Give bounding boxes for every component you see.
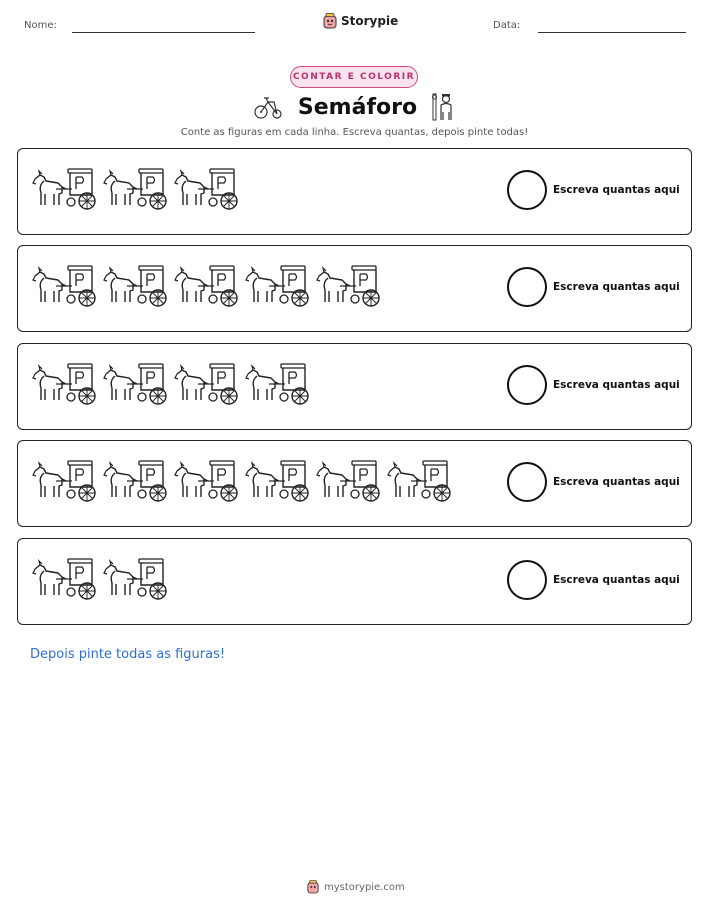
storypie-mascot-icon <box>307 880 319 894</box>
horse-carriage-icon <box>174 264 239 308</box>
name-field[interactable] <box>72 32 255 33</box>
figures-row-4 <box>32 459 452 503</box>
name-label: Nome: <box>24 20 57 31</box>
horse-carriage-icon <box>103 557 168 601</box>
horse-carriage-icon <box>245 459 310 503</box>
answer-area <box>507 365 680 405</box>
figures-row-1 <box>32 167 239 211</box>
brand-logo <box>323 13 398 29</box>
horse-carriage-icon <box>387 459 452 503</box>
count-row-5 <box>17 538 692 625</box>
answer-label: Escreva quantas aqui <box>553 379 680 391</box>
figures-row-3 <box>32 362 310 406</box>
answer-label: Escreva quantas aqui <box>553 574 680 586</box>
police-officer-icon <box>431 92 455 122</box>
answer-label: Escreva quantas aqui <box>553 476 680 488</box>
footer-note: Depois pinte todas as figuras! <box>30 647 226 662</box>
answer-label: Escreva quantas aqui <box>553 184 680 196</box>
answer-circle[interactable] <box>507 560 547 600</box>
horse-carriage-icon <box>174 167 239 211</box>
answer-area <box>507 462 680 502</box>
horse-carriage-icon <box>32 167 97 211</box>
answer-circle[interactable] <box>507 267 547 307</box>
horse-carriage-icon <box>316 459 381 503</box>
horse-carriage-icon <box>32 362 97 406</box>
page-title: Semáforo <box>297 94 418 120</box>
horse-carriage-icon <box>174 362 239 406</box>
bicycle-icon <box>254 94 284 120</box>
answer-circle[interactable] <box>507 365 547 405</box>
page-footer <box>307 880 405 894</box>
date-field[interactable] <box>538 32 686 33</box>
page-header <box>0 0 709 44</box>
horse-carriage-icon <box>32 264 97 308</box>
figures-row-2 <box>32 264 381 308</box>
answer-area <box>507 267 680 307</box>
count-row-1 <box>17 148 692 235</box>
horse-carriage-icon <box>174 459 239 503</box>
title-row <box>0 91 709 123</box>
answer-circle[interactable] <box>507 170 547 210</box>
horse-carriage-icon <box>316 264 381 308</box>
answer-circle[interactable] <box>507 462 547 502</box>
horse-carriage-icon <box>245 362 310 406</box>
brand-name: Storypie <box>341 14 399 28</box>
answer-label: Escreva quantas aqui <box>553 281 680 293</box>
horse-carriage-icon <box>103 167 168 211</box>
count-row-3 <box>17 343 692 430</box>
count-row-2 <box>17 245 692 332</box>
figures-row-5 <box>32 557 168 601</box>
horse-carriage-icon <box>32 557 97 601</box>
date-label: Data: <box>493 20 521 31</box>
count-row-4 <box>17 440 692 527</box>
footer-url: mystorypie.com <box>324 881 405 893</box>
horse-carriage-icon <box>103 264 168 308</box>
activity-badge: CONTAR E COLORIR <box>290 66 418 88</box>
horse-carriage-icon <box>103 362 168 406</box>
horse-carriage-icon <box>245 264 310 308</box>
answer-area <box>507 170 680 210</box>
answer-area <box>507 560 680 600</box>
horse-carriage-icon <box>103 459 168 503</box>
storypie-mascot-icon <box>323 13 337 29</box>
instructions: Conte as figuras em cada linha. Escreva quantas, depois pinte todas! <box>180 127 529 138</box>
horse-carriage-icon <box>32 459 97 503</box>
